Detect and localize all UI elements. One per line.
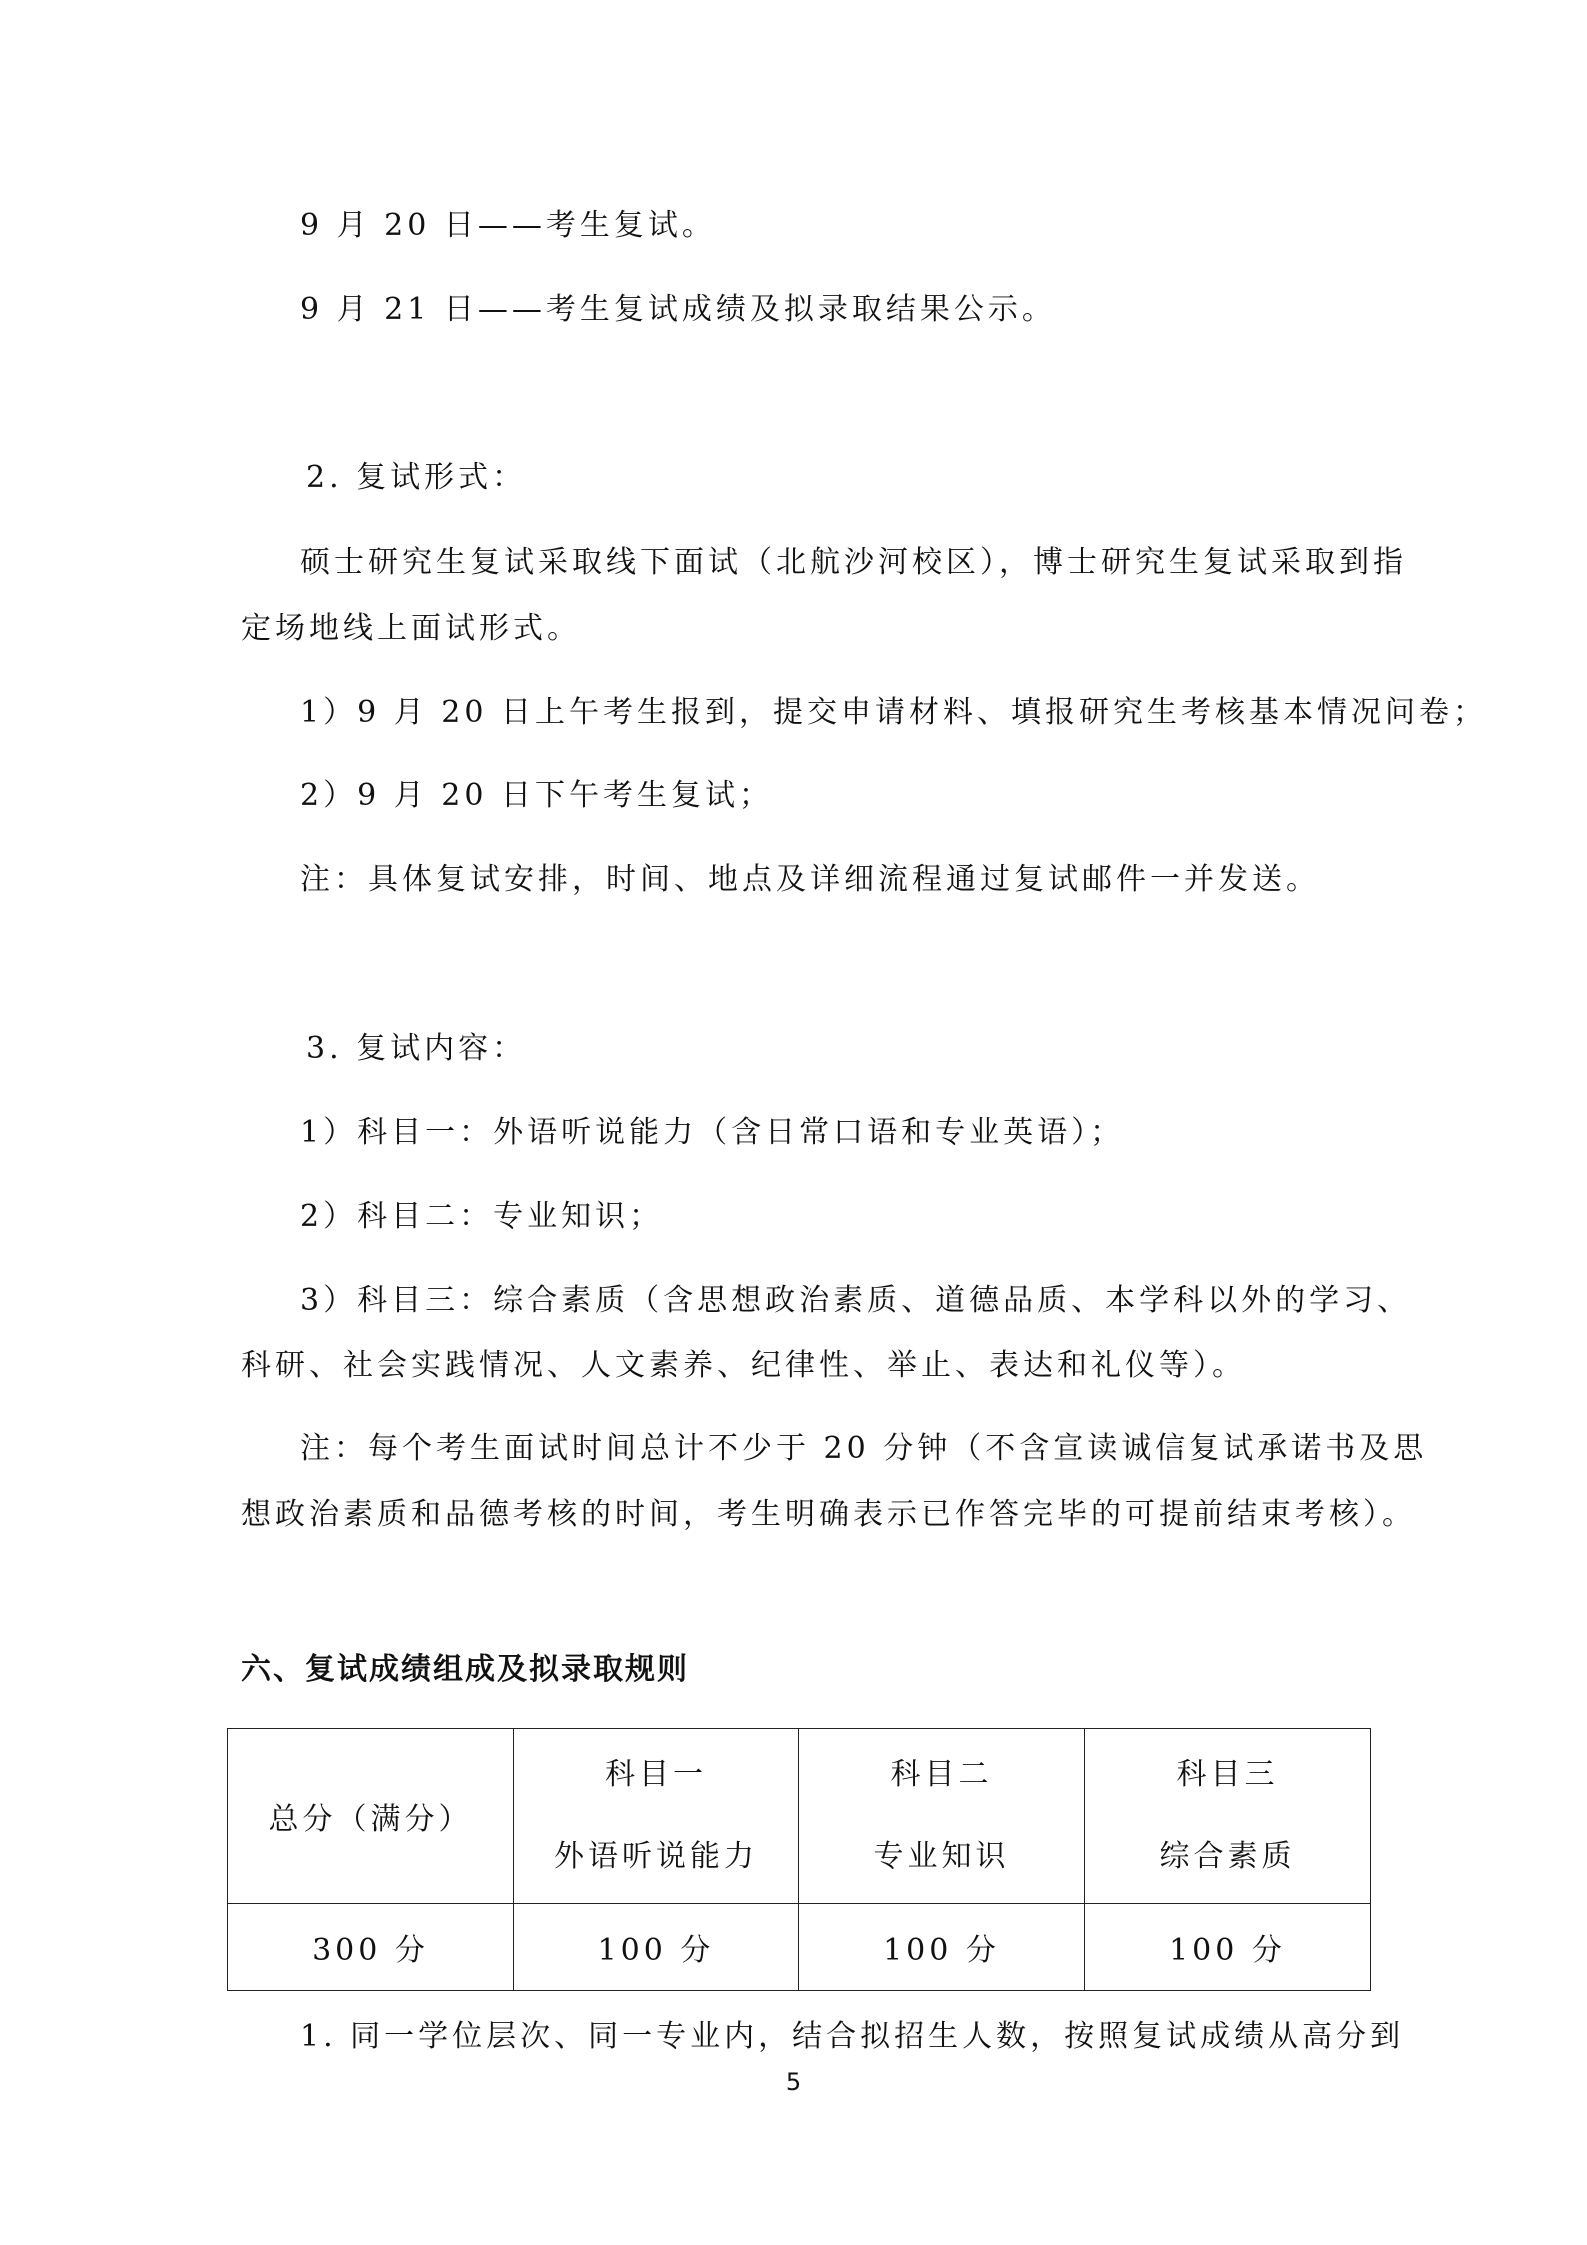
section-3-note-line-1: 注：每个考生面试时间总计不少于 20 分钟（不含宣读诚信复试承诺书及思 [300,1431,1428,1466]
score-table-header-row [228,1729,1371,1904]
score-table [227,1728,1371,1991]
subject-3-header-cell [1085,1729,1371,1904]
section-2-note: 注：具体复试安排，时间、地点及详细流程通过复试邮件一并发送。 [300,862,1320,897]
subject-3-value-cell: 100 分 [1085,1904,1371,1991]
subject-1-desc: 外语听说能力 [554,1839,758,1874]
subject-1-value-cell: 100 分 [514,1904,799,1991]
total-value-cell: 300 分 [228,1904,514,1991]
schedule-line-2: 9 月 21 日——考生复试成绩及拟录取结果公示。 [300,292,1056,327]
section-2-item-2: 2）9 月 20 日下午考生复试； [300,778,773,813]
section-6-heading: 六、复试成绩组成及拟录取规则 [241,1652,689,1687]
subject-3-name: 科目三 [1176,1757,1279,1792]
rule-1-line: 1. 同一学位层次、同一专业内，结合拟招生人数，按照复试成绩从高分到 [300,2019,1405,2054]
section-2-heading: 2. 复试形式： [306,460,527,495]
subject-3-desc: 综合素质 [1159,1839,1296,1874]
section-3-heading: 3. 复试内容： [306,1031,527,1066]
subject-2-name: 科目二 [890,1757,993,1792]
section-3-item-3-line-1: 3）科目三：综合素质（含思想政治素质、道德品质、本学科以外的学习、 [300,1283,1412,1318]
page-number: 5 [785,2068,802,2096]
section-3-item-3-line-2: 科研、社会实践情况、人文素养、纪律性、举止、表达和礼仪等）。 [241,1348,1246,1383]
section-2-paragraph-line-2: 定场地线上面试形式。 [241,611,581,646]
subject-2-value-cell: 100 分 [799,1904,1085,1991]
section-3-note-line-2: 想政治素质和品德考核的时间，考生明确表示已作答完毕的可提前结束考核）。 [241,1497,1416,1532]
subject-1-header-cell [514,1729,799,1904]
subject-2-header-cell [799,1729,1085,1904]
section-3-item-1: 1）科目一：外语听说能力（含日常口语和专业英语）； [300,1115,1125,1150]
section-2-paragraph-line-1: 硕士研究生复试采取线下面试（北航沙河校区），博士研究生复试采取到指 [300,545,1407,580]
subject-1-name: 科目一 [605,1757,707,1792]
total-header-cell: 总分（满分） [228,1729,514,1904]
score-table-value-row [228,1904,1371,1991]
section-2-item-1: 1）9 月 20 日上午考生报到，提交申请材料、填报研究生考核基本情况问卷； [300,695,1487,730]
schedule-line-1: 9 月 20 日——考生复试。 [300,208,716,243]
section-3-item-2: 2）科目二：专业知识； [300,1199,664,1234]
subject-2-desc: 专业知识 [873,1839,1010,1874]
